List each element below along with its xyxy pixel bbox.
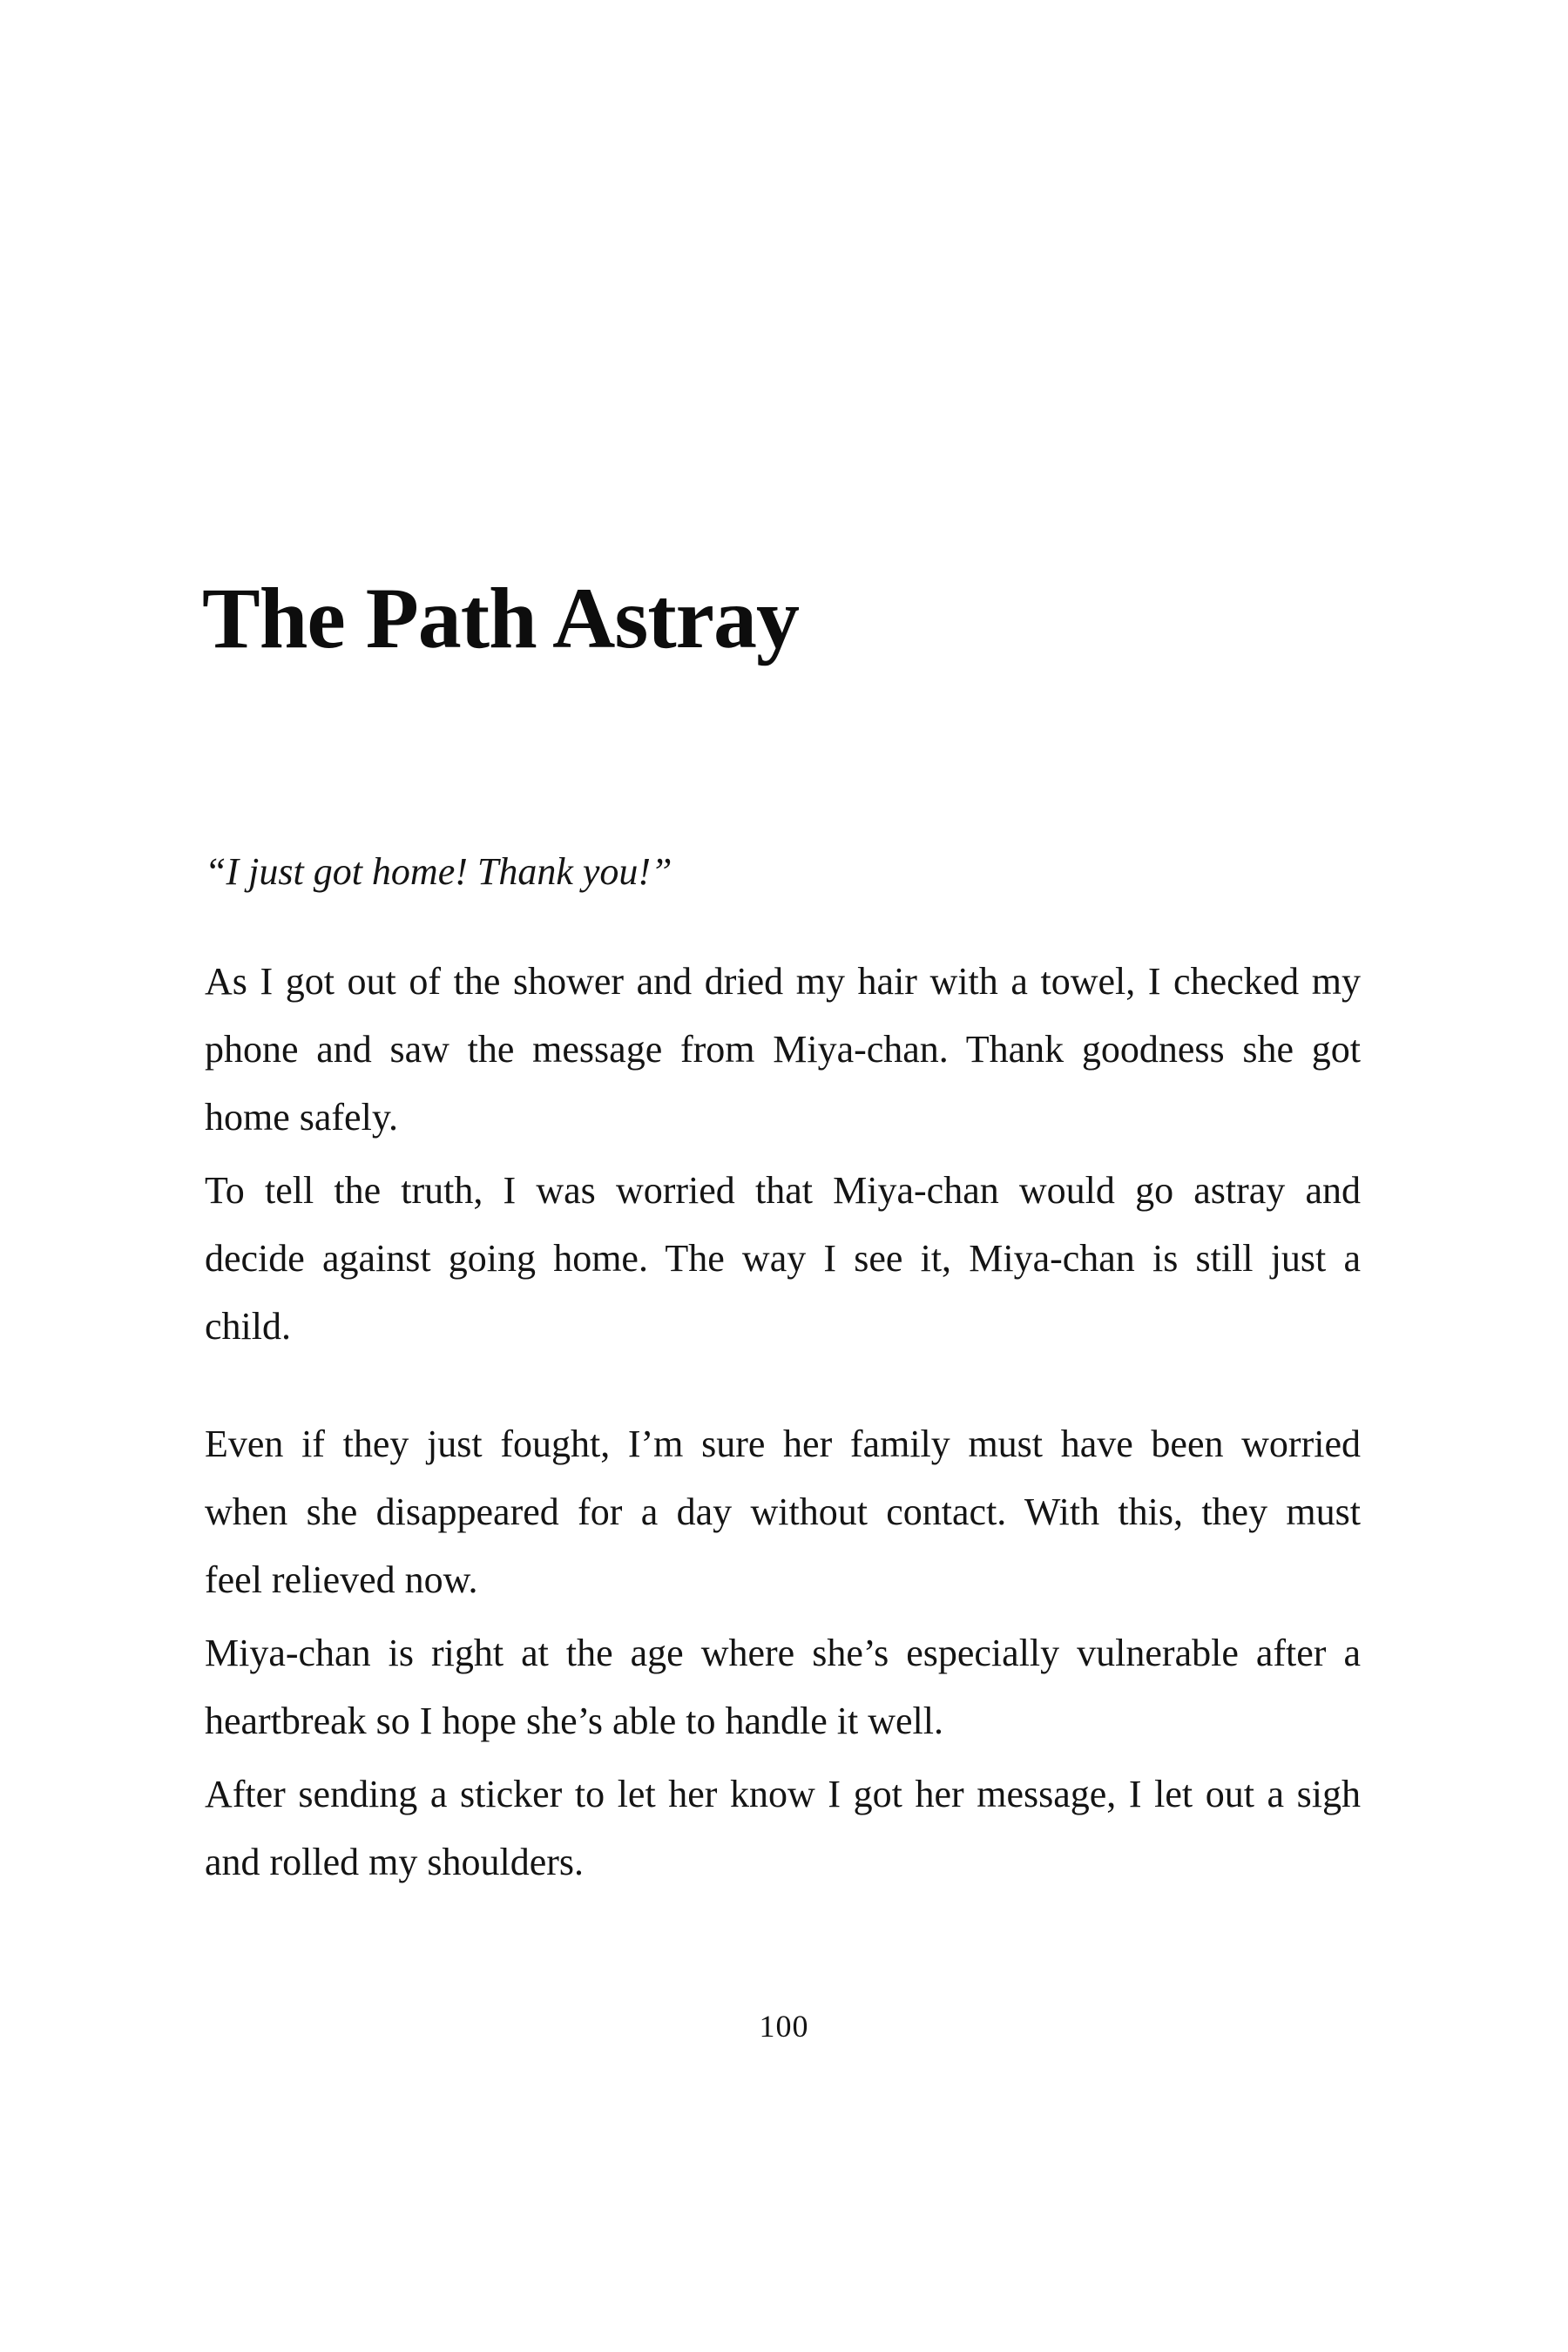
text-line: child. [205,1305,291,1348]
paragraph [205,1157,1361,1361]
text-line: when she disappeared for a day without contact. With this, they must [205,1490,1361,1533]
text-line: feel relieved now. [205,1558,478,1601]
paragraph [205,1619,1361,1755]
opening-quote: “I just got home! Thank you!” [205,850,672,893]
chapter-body [205,838,1361,1896]
text-line: decide against going home. The way I see it, Miya-chan is still just a [205,1237,1361,1280]
text-line: heartbreak so I hope she’s able to handle it well. [205,1700,943,1742]
spacer [205,906,1361,948]
text-line: home safely. [205,1096,398,1139]
text-line: and rolled my shoulders. [205,1841,585,1883]
text-line: Even if they just fought, I’m sure her family must have been worried [205,1423,1361,1465]
paragraph [205,1761,1361,1896]
page-number: 100 [759,2009,809,2044]
text-line: To tell the truth, I was worried that Miya-chan would go astray and [205,1169,1361,1212]
text-line: Miya-chan is right at the age where she’s especially vulnerable after a [205,1632,1361,1674]
chapter-title: The Path Astray [202,570,799,666]
text-line: phone and saw the message from Miya-chan. Thank goodness she got [205,1028,1361,1071]
text-line: As I got out of the shower and dried my hair with a towel, I checked my [205,960,1361,1003]
paragraph [205,948,1361,1152]
text-line: After sending a sticker to let her know I got her message, I let out a sigh [205,1773,1361,1815]
paragraph [205,1410,1361,1614]
